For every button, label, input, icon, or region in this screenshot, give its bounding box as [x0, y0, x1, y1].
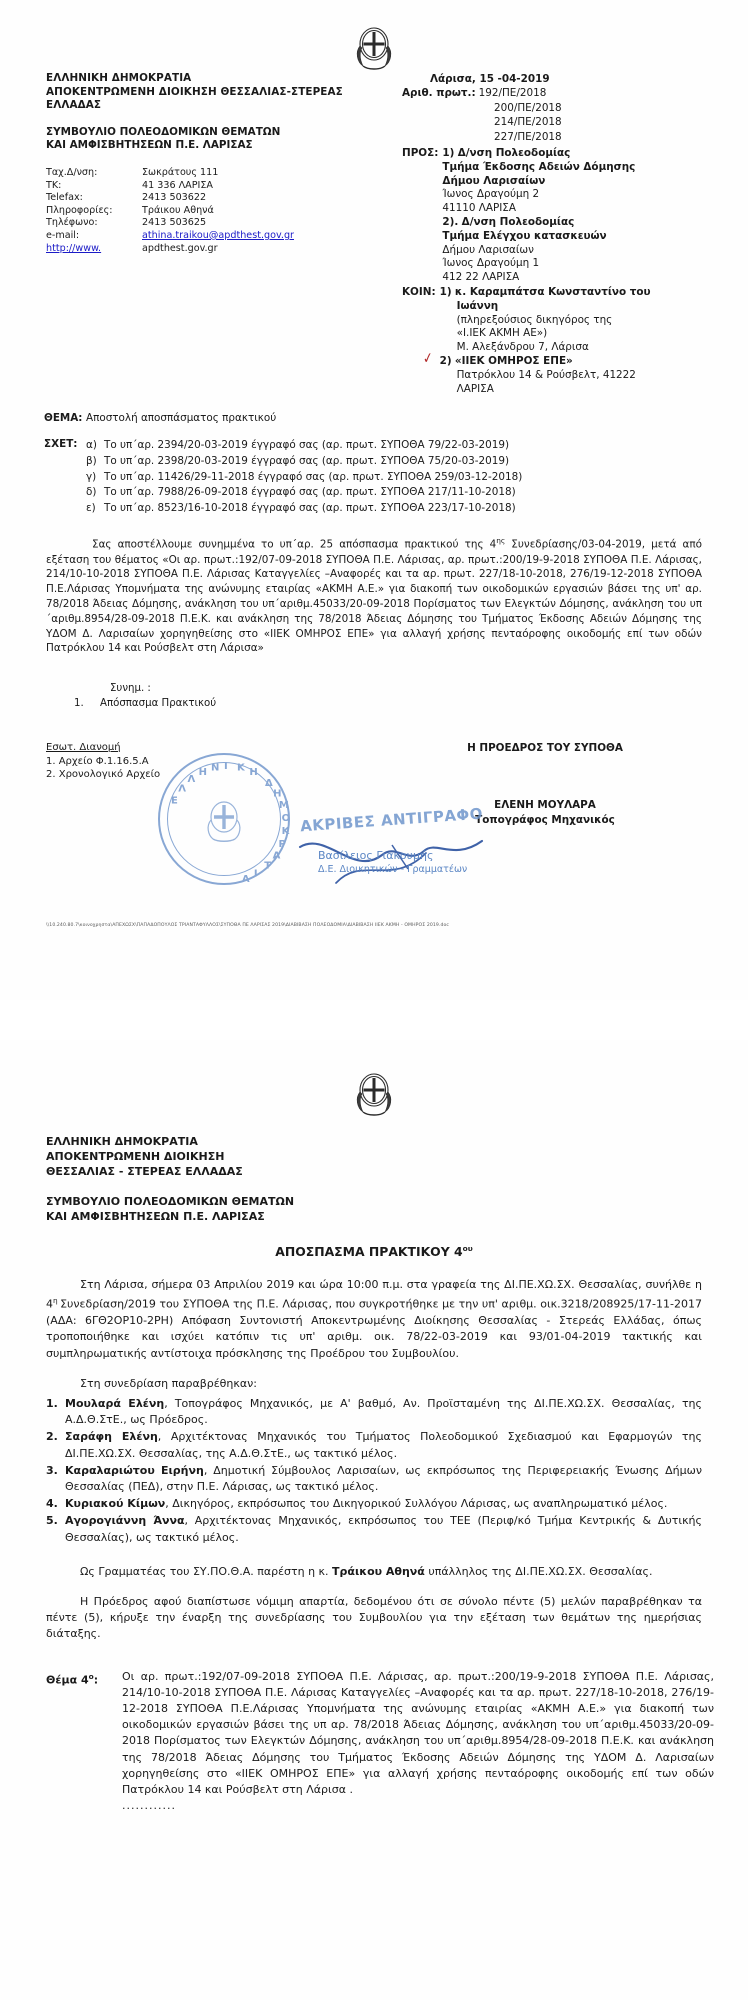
contact-value: 41 336 ΛΑΡΙΣΑ — [142, 179, 213, 191]
place-date: Λάρισα, 15 -04-2019 — [430, 73, 550, 85]
cc-number: 1) — [439, 285, 452, 298]
member-name: Σαράφη Ελένη — [65, 1430, 158, 1444]
cc-block — [402, 286, 734, 396]
reference-text: Το υπ´αρ. 11426/29-11-2018 έγγραφό σας (αρ. πρωτ. ΣΥΠΟΘΑ 259/03-12-2018) — [104, 470, 523, 483]
contact-key: Telefax: — [46, 192, 83, 204]
recipient-line: Δήμου Λαρισαίων — [442, 174, 546, 187]
page2-org-block — [46, 1134, 748, 1179]
council-line-2: ΚΑΙ ΑΜΦΙΣΒΗΤΗΣΕΩΝ Π.Ε. ΛΑΡΙΣΑΣ — [46, 139, 253, 152]
member-number: 1. — [46, 1397, 58, 1410]
theme-label: Θέμα $4^o$: — [46, 1671, 99, 1687]
attachment-text: Απόσπασμα Πρακτικού — [100, 697, 217, 709]
reference-marker: ε) — [86, 501, 96, 514]
protocol-numbers-rest — [402, 101, 734, 145]
file-path-footer: \\10.240.80.7\κοινοχρηστα\ΑΠΕΧΩΣΧ\ΠΑΠΑΔΟΠΟΥΛΟΣ ΤΡΙΑΝΤΑΦΥΛΛΟΣ\ΣΥΠΟΘΑ ΠΕ ΛΑΡΙΣΑΣ 2019\ΔΙΑΒΙΒΑΣΗ ΠΟΛΕΟΔΟΜΙΑ\ΔΙΑΒΙΒΑΣΗ ΙΙΕΚ ΑΚΜΗ - ΟΜΗΡΟΣ 2019.doc — [46, 922, 450, 928]
org-line-1: ΕΛΛΗΝΙΚΗ ΔΗΜΟΚΡΑΤΙΑ — [46, 72, 192, 84]
page2-council-block — [46, 1194, 748, 1224]
reference-text: Το υπ´αρ. 7988/26-09-2018 έγγραφό σας (αρ. πρωτ. ΣΥΠΟΘΑ 217/11-10-2018) — [104, 486, 516, 499]
cc-label: ΚΟΙΝ: — [402, 285, 436, 298]
reference-item — [86, 454, 748, 469]
member-name: Κυριακού Κίμων — [65, 1497, 166, 1511]
secretary-pre: Ως Γραμματέας του ΣΥ.ΠΟ.Θ.Α. παρέστη η κ. — [80, 1564, 333, 1578]
recipient-postcode: 41110 ΛΑΡΙΣΑ — [442, 202, 516, 215]
member-details — [65, 1463, 702, 1495]
contact-key: Τηλέφωνο: — [46, 217, 98, 229]
stamp-arc-text: Ε Λ Λ Η Ν Ι Κ Η Δ Η Μ Ο Κ Ρ Α Τ Ι Α — [171, 760, 292, 886]
body-paragraph: Σας αποστέλλουμε συνημμένα το υπ´αρ. 25 απόσπασμα πρακτικού της $4^{\eta\varsigma}$ Συνεδρίασης/03-04-2019, μετά από εξέταση του θέματος «Οι αρ. πρωτ.:192/07-09-2018 ΣΥΠΟΘΑ Π.Ε. Λάρισας, αρ. πρωτ.:200/19-9-2018 ΣΥΠΟΘΑ Π.Ε. Λάρισας, 214/10-10-2018 ΣΥΠΟΘΑ Π.Ε. Λάρισας Καταγγελίες –Αναφορές και τα αρ. πρωτ. 227/18-10-2018, 276/19-12-2018 ΣΥΠΟΘΑ Π.Ε.Λάρισας Υπομνήματα της ανώνυμης εταιρίας «ΑΚΜΗ Α.Ε.» για διακοπή των οικοδομικών εργασιών βάσει της υπ' αρ. 78/2018 Άδειας Δόμησης, ανάκληση του υπ´αριθμ.45033/20-09-2018 Πορίσματος των Ελεγκτών Δόμησης, ανάκληση του υπ´αριθμ.8954/28-09-2018 Π.Ε.Κ. και ανάκληση της 78/2018 Άδειας Δόμησης του Τμήματος Έκδοσης Αδειών Δόμησης της ΥΔΟΜ Δ. Λαρισαίων χορηγηθείσης στο «ΙΙΕΚ ΟΜΗΡΟΣ ΕΠΕ» για αλλαγή χρήσης πενταόροφης οικοδομής επί των οδών Πατρόκλου 14 και Ρούσβελτ στη Λάρισα» — [46, 536, 702, 655]
recipient-1 — [442, 147, 734, 285]
reference-marker: α) — [86, 439, 97, 452]
contact-key: Ταχ.Δ/νση: — [46, 166, 98, 178]
recipient-line: Δ/νση Πολεοδομίας — [461, 215, 575, 228]
org-line-3: ΘΕΣΣΑΛΙΑΣ - ΣΤΕΡΕΑΣ ΕΛΛΑΔΑΣ — [46, 1165, 243, 1178]
subject-label: ΘΕΜΑ: — [44, 412, 83, 425]
member-row — [46, 1513, 702, 1545]
org-line-1: ΕΛΛΗΝΙΚΗ ΔΗΜΟΚΡΑΤΙΑ — [46, 1135, 198, 1148]
to-label: ΠΡΟΣ: — [402, 147, 439, 159]
references-label: ΣΧΕΤ: — [44, 438, 78, 451]
page2-title — [0, 1244, 748, 1259]
protocol-number: 214/ΠΕ/2018 — [494, 116, 562, 128]
distribution-item: 1. Αρχείο Φ.1.16.5.Α — [46, 755, 149, 767]
page-separator — [0, 1000, 748, 1040]
reference-text: Το υπ´αρ. 2398/20-03-2019 έγγραφό σας (αρ. πρωτ. ΣΥΠΟΘΑ 75/20-03-2019) — [104, 454, 510, 467]
contact-row-website — [46, 243, 396, 256]
cc-number: 2) — [439, 354, 452, 367]
attachment-item — [74, 697, 748, 711]
member-name: Καραλαριώτου Ειρήνη — [65, 1463, 204, 1477]
contact-value: 2413 503622 — [142, 192, 207, 204]
member-details — [65, 1513, 702, 1545]
secretary-paragraph — [46, 1564, 702, 1580]
member-title: , Τοπογράφος Μηχανικός, με Α' βαθμό, Αν. Προϊσταμένη της ΔΙ.ΠΕ.ΧΩ.ΣΧ. Θεσσαλίας, της Α.Δ.Θ.ΣτΕ., ως Πρόεδρος. — [65, 1397, 702, 1427]
member-row — [46, 1396, 702, 1428]
recipient-municipality: Δήμου Λαρισαίων — [442, 243, 534, 256]
member-number: 5. — [46, 1514, 58, 1528]
contact-key: Πληροφορίες: — [46, 204, 113, 216]
protocol-number-first: 192/ΠΕ/2018 — [478, 87, 547, 99]
president-role: Τοπογράφος Μηχανικός — [475, 813, 615, 826]
attachments-label: Συνημ. : — [110, 683, 151, 695]
council-name — [46, 126, 396, 153]
protocol-row — [402, 86, 734, 101]
recipient-address: Ίωνος Δραγούμη 1 — [442, 257, 540, 270]
contact-value: Σωκράτους 111 — [142, 166, 219, 178]
contact-key: e-mail: — [46, 229, 80, 241]
recipients-block — [402, 147, 734, 396]
contact-row — [46, 192, 396, 205]
recipient-postcode: 412 22 ΛΑΡΙΣΑ — [442, 271, 520, 284]
reference-text: Το υπ´αρ. 8523/16-10-2018 έγγραφό σας (αρ. πρωτ. ΣΥΠΟΘΑ 223/17-10-2018) — [104, 501, 516, 514]
cc-line: κ. Καραμπάτσα Κωνσταντίνο του — [454, 285, 651, 298]
reference-item — [86, 501, 748, 516]
contact-row-email — [46, 230, 396, 243]
reference-item — [86, 438, 748, 453]
members-list — [46, 1396, 702, 1546]
reference-marker: δ) — [86, 486, 97, 499]
council-line-2: ΚΑΙ ΑΜΦΙΣΒΗΤΗΣΕΩΝ Π.Ε. ΛΑΡΙΣΑΣ — [46, 1210, 265, 1223]
org-line-2: ΑΠΟΚΕΝΤΡΩΜΕΝΗ ΔΙΟΙΚΗΣΗ ΘΕΣΣΑΛΙΑΣ-ΣΤΕΡΕΑΣ — [46, 85, 343, 98]
member-number: 4. — [46, 1497, 58, 1511]
official-round-stamp — [158, 753, 290, 885]
clerk-role: Δ.Ε. Διοικητικών - Γραμματέων — [318, 863, 468, 875]
theme-text — [122, 1669, 714, 1815]
protocol-number: 227/ΠΕ/2018 — [494, 130, 562, 143]
member-row — [46, 1429, 702, 1461]
president-name: ΕΛΕΝΗ ΜΟΥΛΑΡΑ — [494, 798, 596, 811]
member-title: , Αρχιτέκτονας Μηχανικός του Τμήματος Πολεοδομικού Σχεδιασμού και Εφαρμογών της ΔΙ.ΠΕ.ΧΩ.ΣΧ. Θεσσαλίας, της Α.Δ.Θ.ΣτΕ., ως τακτικό μέλος. — [65, 1430, 702, 1460]
greek-coat-of-arms-icon — [351, 20, 397, 72]
attendance-intro: Στη συνεδρίαση παραβρέθηκαν: — [80, 1376, 257, 1390]
page2-emblem-wrap — [0, 1040, 748, 1118]
references-row — [0, 438, 748, 516]
member-title: , Δικηγόρος, εκπρόσωπος του Δικηγορικού Συλλόγου Λάρισας, ως αναπληρωματικό μέλος. — [165, 1497, 668, 1511]
cc-address: Πατρόκλου 14 & Ρούσβελτ, 41222 — [456, 368, 636, 381]
member-title: , Δημοτική Σύμβουλος Λαρισαίων, ως εκπρόσωπος της Περιφερειακής Ένωσης Δήμων Θεσσαλίας (ΠΕΔ), στην Π.Ε. Λάρισας, ως τακτικό μέλος. — [65, 1463, 702, 1494]
recipient-number: 2). — [442, 215, 459, 228]
recipient-line: Δ/νση Πολεοδομίας — [457, 147, 571, 159]
cc-note: «Ι.ΙΕΚ ΑΚΜΗ ΑΕ») — [456, 327, 548, 340]
page2-title-text: ΑΠΟΣΠΑΣΜΑ ΠΡΑΚΤΙΚΟΥ $4^{o\upsilon}$ — [275, 1244, 473, 1260]
contact-block — [46, 167, 396, 255]
contact-row — [46, 205, 396, 218]
attachments-block — [74, 682, 748, 711]
member-details — [65, 1396, 702, 1428]
distribution-title: Εσωτ. Διανομή — [46, 741, 121, 753]
website-value: apdthest.gov.gr — [142, 242, 218, 254]
reference-marker: β) — [86, 454, 97, 467]
reference-text: Το υπ´αρ. 2394/20-03-2019 έγγραφό σας (αρ. πρωτ. ΣΥΠΟΘΑ 79/22-03-2019) — [104, 439, 510, 452]
protocol-label: Αριθ. πρωτ.: — [402, 87, 476, 99]
theme-row — [46, 1669, 714, 1815]
recipient-line: Τμήμα Έκδοσης Αδειών Δόμησης — [442, 160, 636, 173]
email-link[interactable]: athina.traikou@apdthest.gov.gr — [142, 229, 294, 241]
clerk-name: Βασίλειος Γιακουμής — [318, 848, 434, 862]
subject-text: Αποστολή αποσπάσματος πρακτικού — [86, 412, 277, 425]
recipient-line: Τμήμα Ελέγχου κατασκευών — [442, 229, 607, 242]
contact-key: ΤΚ: — [46, 179, 62, 191]
council-line-1: ΣΥΜΒΟΥΛΙΟ ΠΟΛΕΟΔΟΜΙΚΩΝ ΘΕΜΑΤΩΝ — [46, 125, 281, 138]
recipient-address: Ίωνος Δραγούμη 2 — [442, 188, 540, 201]
cc-address: Μ. Αλεξάνδρου 7, Λάρισα — [456, 341, 589, 354]
member-number: 2. — [46, 1430, 58, 1444]
member-title: , Αρχιτέκτονας Μηχανικός, εκπρόσωπος του ΤΕΕ (Περιφ/κό Τμήμα Κεντρικής & Δυτικής Θεσσαλίας), ως τακτικό μέλος. — [65, 1514, 702, 1544]
recipient-number: 1) — [442, 147, 455, 159]
letterhead-left — [46, 72, 396, 396]
protocol-number: 200/ΠΕ/2018 — [494, 101, 562, 114]
contact-row — [46, 217, 396, 230]
cc-list — [421, 285, 734, 396]
cc-postcode: ΛΑΡΙΣΑ — [456, 382, 494, 395]
quorum-paragraph: Η Πρόεδρος αφού διαπίστωσε νόμιμη απαρτία, δεδομένου ότι σε σύνολο πέντε (5) μελών παραβρέθηκαν τα πέντε (5), κήρυξε την έναρξη της συνεδρίασης του Συμβουλίου για την εξέταση των θεμάτων της ημερήσιας διάταξης. — [46, 1595, 702, 1641]
secretary-name: Τράικου Αθηνά — [332, 1564, 425, 1578]
cc-line: «ΙΙΕΚ ΟΜΗΡΟΣ ΕΠΕ» — [454, 354, 573, 367]
council-line-1: ΣΥΜΒΟΥΛΙΟ ΠΟΛΕΟΔΟΜΙΚΩΝ ΘΕΜΑΤΩΝ — [46, 1195, 295, 1208]
clerk-block — [318, 849, 467, 877]
reference-marker: γ) — [86, 470, 97, 483]
cc-line: Ιωάννη — [456, 299, 499, 312]
member-name: Μουλαρά Ελένη — [65, 1397, 165, 1410]
contact-row — [46, 167, 396, 180]
distribution-item: 2. Χρονολογικό Αρχείο — [46, 769, 161, 781]
member-row — [46, 1463, 702, 1495]
member-details — [65, 1429, 702, 1461]
recipient-primary — [402, 147, 734, 285]
stamp-coat-of-arms-icon — [201, 793, 247, 845]
member-row — [46, 1496, 702, 1512]
references-list — [86, 438, 748, 516]
page2-intro-paragraph: Στη Λάρισα, σήμερα 03 Απριλίου 2019 και ώρα 10:00 π.μ. στα γραφεία της ΔΙ.ΠΕ.ΧΩ.ΣΧ. Θεσσαλίας, συνήλθε η $4^\eta$ Συνεδρίαση/2019 του ΣΥΠΟΘΑ της Π.Ε. Λάρισας, που συγκροτήθηκε με την υπ' αριθμ. οικ.3218/208925/17-11-2017 (ΑΔΑ: 6ΓΘ2ΟΡ10-2ΡΗ) Απόφαση Συντονιστή Αποκεντρωμένης Διοίκησης Θεσσαλίας - Στερεάς Ελλάδας, όπως τροποποιήθηκε και ισχύει κατόπιν τις υπ' αριθμ. οικ. 78/22-03-2019 και 93/01-04-2019 τακτικής και συμπληρωματικής αντίστοιχα πρόσκλησης της Προέδρου του Συμβουλίου. — [46, 1278, 702, 1360]
contact-value: 2413 503625 — [142, 217, 207, 229]
website-link[interactable]: http://www. — [46, 242, 102, 254]
subject-row — [0, 412, 748, 424]
member-number: 3. — [46, 1463, 58, 1477]
attachment-number: 1. — [74, 697, 84, 709]
reference-item — [86, 470, 748, 485]
member-details — [65, 1496, 702, 1512]
org-line-2: ΑΠΟΚΕΝΤΡΩΜΕΝΗ ΔΙΟΙΚΗΣΗ — [46, 1150, 225, 1163]
letterhead-right — [396, 72, 734, 396]
certified-copy-stamp: ΑΚΡΙΒΕΣ ΑΝΤΙΓΡΑΦΟ — [299, 804, 484, 836]
president-role-header: Η ΠΡΟΕΔΡΟΣ ΤΟΥ ΣΥΠΟΘΑ — [467, 741, 623, 754]
theme-dots: ............ — [122, 1799, 176, 1813]
reference-item — [86, 485, 748, 500]
letterhead-top — [0, 0, 748, 72]
attachments-list — [74, 697, 748, 711]
theme-body-text: Οι αρ. πρωτ.:192/07-09-2018 ΣΥΠΟΘΑ Π.Ε. Λάρισας, αρ. πρωτ.:200/19-9-2018 ΣΥΠΟΘΑ Π.Ε. Λάρισας, 214/10-10-2018 ΣΥΠΟΘΑ Π.Ε. Λάρισας Καταγγελίες –Αναφορές και τα αρ. πρωτ. 227/18-10-2018, 276/19-12-2018 ΣΥΠΟΘΑ Π.Ε.Λάρισας Υπομνήματα της ανώνυμης εταιρίας «ΑΚΜΗ Α.Ε.» για διακοπή των οικοδομικών εργασιών βάσει της υπ αρ. 78/2018 Άδειας Δόμησης, ανάκληση του υπ´αριθμ.45033/20-09-2018 Πορίσματος των Ελεγκτών Δόμησης, ανάκληση του υπ´αριθμ.8954/28-09-2018 Π.Ε.Κ. και ανάκληση της 78/2018 Άδειας Δόμησης του Τμήματος Έκδοσης Αδειών Δόμησης της ΥΔΟΜ Δ. Λαρισαίων χορηγηθείσης στο «ΙΙΕΚ ΟΜΗΡΟΣ ΕΠΕ» για αλλαγή χρήσης πενταόροφης οικοδομής επί των οδών Πατρόκλου 14 και Ρούσβελτ στη Λάρισα . — [122, 1669, 714, 1797]
letterhead-grid — [0, 72, 748, 396]
org-line-3: ΕΛΛΑΔΑΣ — [46, 99, 102, 112]
red-checkmark-icon: ✓ — [421, 350, 435, 368]
contact-value: Τράικου Αθηνά — [142, 204, 214, 216]
secretary-post: υπάλληλος της ΔΙ.ΠΕ.ΧΩ.ΣΧ. Θεσσαλίας. — [424, 1564, 653, 1578]
contact-row — [46, 180, 396, 193]
signature-zone — [0, 741, 748, 901]
member-name: Αγορογιάννη Άννα — [65, 1514, 185, 1528]
greek-coat-of-arms-icon — [351, 1066, 397, 1118]
document-page-2 — [0, 1040, 748, 2000]
cc-note: (πληρεξούσιος δικηγόρος της — [456, 313, 613, 326]
